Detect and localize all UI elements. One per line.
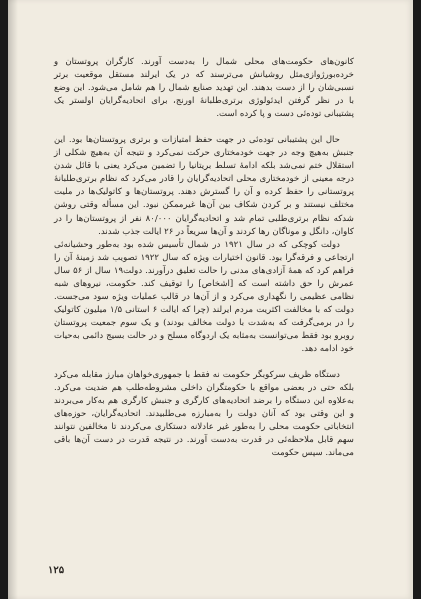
- paragraph-3: دولت کوچکی که در سال ۱۹۲۱ در شمال تأسیس شده بود به‌طور وحشیانه‌ئی ارتجاعی و فرقه‌گرا بود. قانون اختیارات ویژه که سال ۱۹۲۲ تصویب شد زمینهٔ آن را فراهم کرد که همهٔ آزادی‌های مدنی را حالت تعلیق درآورند. دولت۱۹ سال از ۵۶ سال عمرش را حق داشته است که [اشخاص] را توقیف کند. حکومت، نیروهای شبه نظامی عظیمی را نگهداری می‌کرد و از آن‌ها در قالب عملیات ویژه سود می‌جست. دولت که با مخالفت اکثریت مردم ایرلند (چرا که ایالت ۶ استانی ۱/۵ میلیون کاتولیک را در برمی‌گرفت که به‌شدت با دولت مخالف بودند) و یک سوم جمعیت پروتستان روبرو بود فقط می‌توانست به‌مثابه یک اردوگاه مسلح و در حالت بسیج دائمی به‌حیات خود ادامه دهد.: [54, 239, 355, 354]
- paragraph-1: کانون‌های حکومت‌های محلی شمال را به‌دست آورند. کارگران پروتستان و خرده‌بورژوازی‌مثل روشیانش می‌ترسند که در یک ایرلند مستقل موقعیت برتر نسبی‌شان را از دست بدهند. این تهدید صنایع شمال را هم شامل می‌شود. این وضع با در نظر گرفتن ایدئولوژی برتری‌طلبانهٔ اورنج، برای اتحادیه‌گرایان اولستر یک پشتیبانی توده‌ئی دست و پا کرده است.: [54, 57, 354, 120]
- paragraph-4: دستگاه ظریف سرکوبگر حکومت نه فقط با جمهوری‌خواهان مبارز مقابله می‌کرد بلکه حتی در بعضی مواقع با حکومتگران داخلی مشروطه‌طلب هم ضدیت می‌کرد. به‌علاوه این دستگاه را برضد اتحادیه‌های کارگری و جنبش کارگری هم به‌کار می‌بردند و این وقتی بود که آنان دولت را به‌مبارزه می‌طلبیدند. اتحادیه‌گرایان، حوزه‌های انتخاباتی حکومت محلی را به‌طور غیر عادلانه دستکاری می‌کردند تا مخالفین نتوانند سهم قابل ملاحظه‌ئی در قدرت به‌دست آورند. در نتیجه قدرت در دست آن‌ها باقی می‌ماند. سپس حکومت: [54, 370, 354, 459]
- paragraph-gap: [54, 356, 354, 369]
- body-text: [54, 56, 354, 460]
- book-page: [8, 0, 413, 599]
- paragraph-gap: [54, 121, 354, 134]
- page-number: ۱۲۵: [48, 565, 65, 576]
- page-gutter-shadow: [8, 0, 18, 599]
- paragraph-2: حال این پشتیبانی توده‌ئی در جهت حفظ امتیازات و برتری پروتستان‌ها بود. این جنبش به‌هیچ وجه در جهت خودمختاری حرکت نمی‌کرد و نتیجه آن به‌هیچ شکلی از استقلال ختم نمی‌شد بلکه ادامهٔ تسلط بریتانیا را تضمین می‌کرد یعنی با قائل شدن درجه معینی از خودمختاری محلی اتحادیه‌گرایان را قادر می‌کرد که نظام برتری‌طلبانهٔ پروتستانی را حفظ کرده و آن را گسترش دهند. پروتستان‌ها و کاتولیک‌ها در ملیت مختلف نیستند و بر کردن شکاف بین آن‌ها غیرممکن نبود. این مسأله وقتی روشن شدکه نظام برتری‌طلبی تمام شد و اتحادیه‌گرایان ۸۰/۰۰۰ نفر از پروتستان‌ها را در کاوان، دانگل و موناگان رها کردند و آن‌ها سریعاً در ۲۶ ایالت جذب شدند.: [54, 135, 354, 237]
